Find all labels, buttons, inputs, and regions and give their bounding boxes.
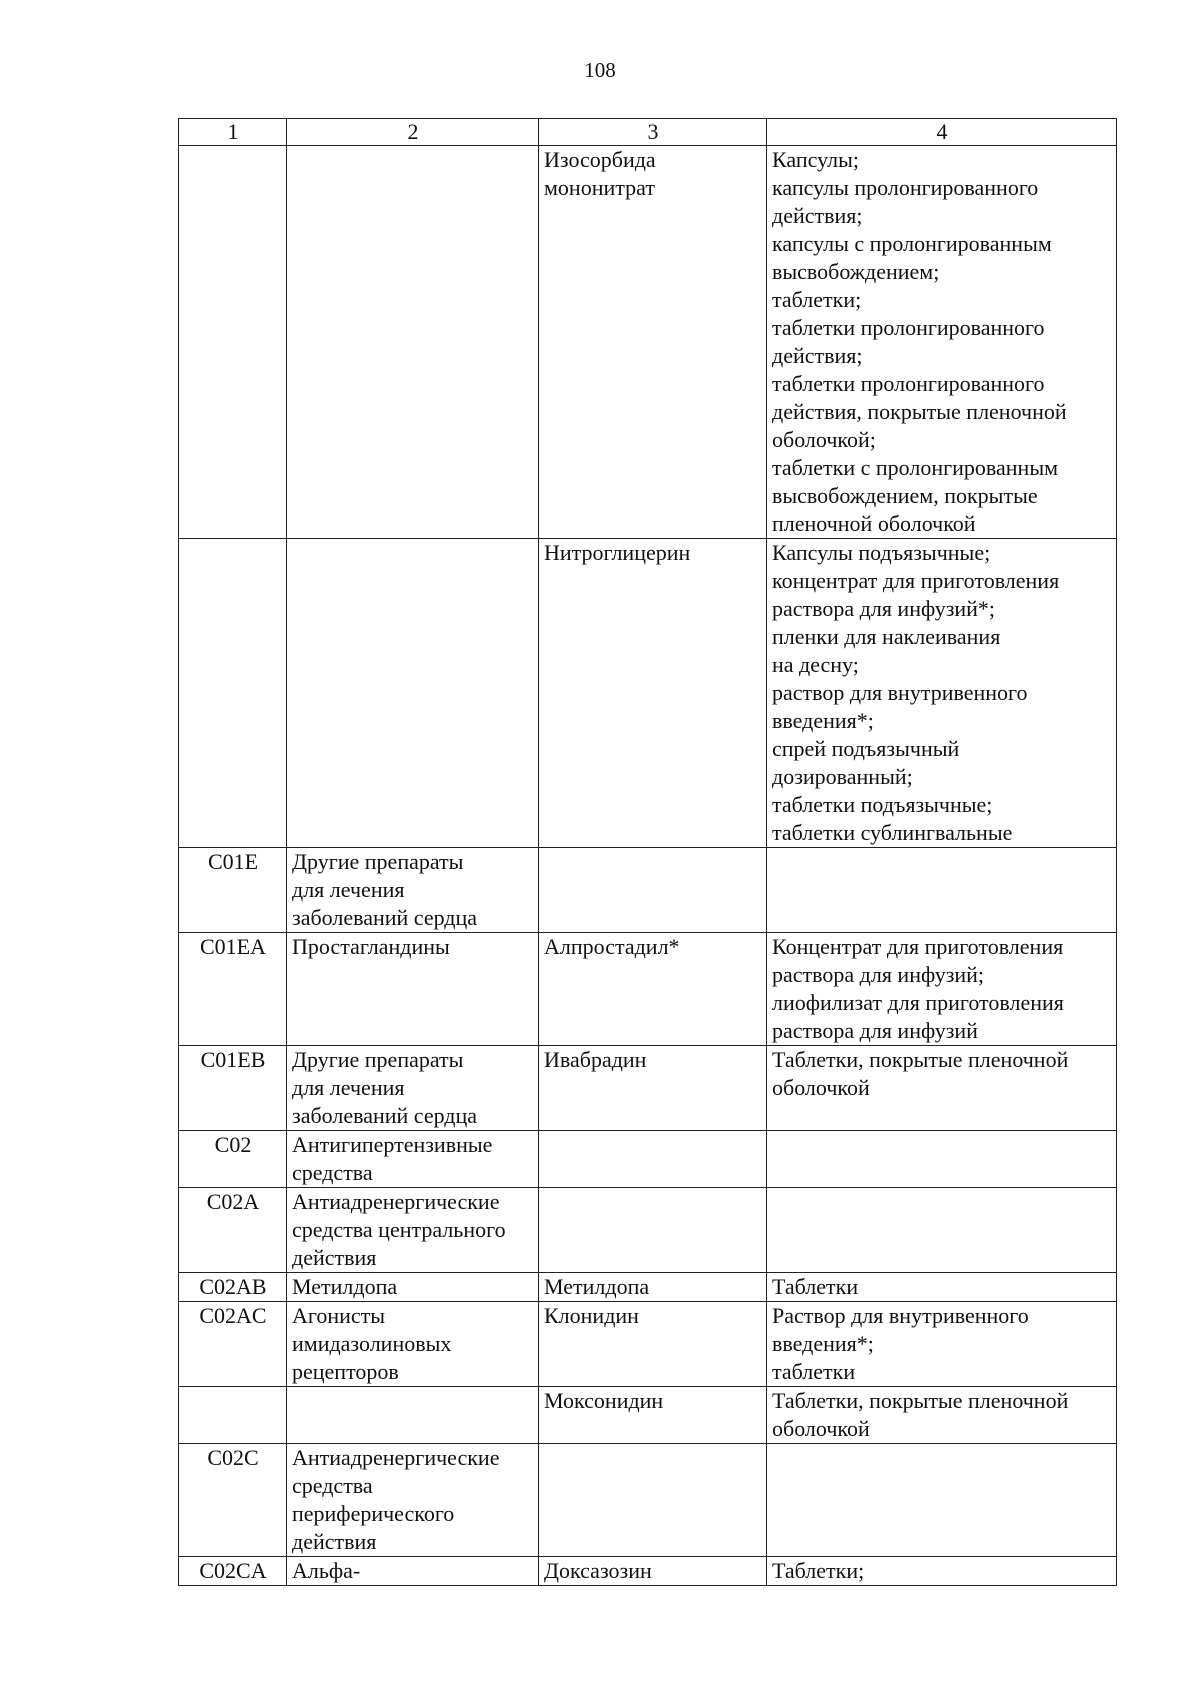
forms-cell-line: Таблетки; (772, 1558, 865, 1583)
header-col-2: 2 (287, 119, 539, 146)
group-cell (287, 1131, 539, 1188)
drug-cell-line: Изосорбида (544, 147, 656, 172)
forms-cell-line: действия; (772, 343, 863, 368)
forms-cell-line: высвобождением, покрытые (772, 483, 1038, 508)
forms-cell-line: таблетки сублингвальные (772, 820, 1013, 845)
forms-cell-line: таблетки с пролонгированным (772, 455, 1059, 480)
group-cell-line: Другие препараты (292, 1047, 464, 1072)
forms-cell-line: Таблетки, покрытые пленочной (772, 1047, 1069, 1072)
forms-cell-line: действия, покрытые пленочной (772, 399, 1067, 424)
group-cell-line: Простагландины (292, 934, 450, 959)
forms-cell-line: таблетки; (772, 287, 862, 312)
table-row (179, 933, 1117, 1046)
forms-cell (767, 1302, 1117, 1387)
group-cell (287, 1188, 539, 1273)
forms-cell-line: раствора для инфузий*; (772, 596, 996, 621)
forms-cell-line: Таблетки (772, 1274, 859, 1299)
table-row (179, 1444, 1117, 1557)
drug-table (178, 118, 1117, 1586)
forms-cell-line: Таблетки, покрытые пленочной (772, 1388, 1069, 1413)
forms-cell-line: на десну; (772, 652, 859, 677)
table-row (179, 539, 1117, 848)
group-cell-line: Антиадренергические (292, 1189, 500, 1214)
drug-cell (539, 848, 767, 933)
drug-cell-line: Доксазозин (544, 1558, 652, 1583)
forms-cell-line: высвобождением; (772, 259, 940, 284)
forms-cell-line: капсулы с пролонгированным (772, 231, 1052, 256)
group-cell (287, 1046, 539, 1131)
forms-cell (767, 1387, 1117, 1444)
forms-cell-line: раствора для инфузий; (772, 962, 985, 987)
atc-code-cell: C02 (179, 1131, 287, 1188)
forms-cell-line: действия; (772, 203, 863, 228)
forms-cell-line: оболочкой (772, 1075, 870, 1100)
group-cell-line: заболеваний сердца (292, 905, 478, 930)
atc-code-cell: C02AC (179, 1302, 287, 1387)
forms-cell (767, 1046, 1117, 1131)
forms-cell (767, 1131, 1117, 1188)
forms-cell-line: введения*; (772, 708, 874, 733)
forms-cell-line: оболочкой (772, 1416, 870, 1441)
drug-cell (539, 1273, 767, 1302)
drug-cell (539, 1046, 767, 1131)
forms-cell (767, 848, 1117, 933)
forms-cell-line: раствор для внутривенного (772, 680, 1028, 705)
forms-cell-line: пленочной оболочкой (772, 511, 976, 536)
drug-cell-line: Метилдопа (544, 1274, 650, 1299)
group-cell-line: для лечения (292, 1075, 405, 1100)
atc-code-cell (179, 1387, 287, 1444)
drug-cell-line: мононитрат (544, 175, 655, 200)
table-row (179, 1273, 1117, 1302)
atc-code-cell: C01EB (179, 1046, 287, 1131)
drug-cell (539, 146, 767, 539)
group-cell-line: действия (292, 1245, 377, 1270)
group-cell (287, 146, 539, 539)
drug-cell-line: Алпростадил* (544, 934, 680, 959)
forms-cell-line: Концентрат для приготовления (772, 934, 1064, 959)
group-cell-line: для лечения (292, 877, 405, 902)
forms-cell-line: дозированный; (772, 764, 913, 789)
forms-cell (767, 1444, 1117, 1557)
header-col-3: 3 (539, 119, 767, 146)
atc-code-cell: C01E (179, 848, 287, 933)
drug-cell (539, 1131, 767, 1188)
atc-code-cell (179, 146, 287, 539)
group-cell (287, 1302, 539, 1387)
forms-cell-line: таблетки подъязычные; (772, 792, 993, 817)
forms-cell-line: таблетки пролонгированного (772, 371, 1045, 396)
drug-cell-line: Ивабрадин (544, 1047, 647, 1072)
drug-cell (539, 1188, 767, 1273)
forms-cell-line: пленки для наклеивания (772, 624, 1001, 649)
group-cell-line: средства (292, 1160, 373, 1185)
table-row (179, 1046, 1117, 1131)
forms-cell-line: капсулы пролонгированного (772, 175, 1039, 200)
header-col-1: 1 (179, 119, 287, 146)
header-row (179, 119, 1117, 146)
forms-cell-line: раствора для инфузий (772, 1018, 978, 1043)
forms-cell-line: оболочкой; (772, 427, 876, 452)
forms-cell-line: таблетки пролонгированного (772, 315, 1045, 340)
forms-cell (767, 933, 1117, 1046)
header-col-4: 4 (767, 119, 1117, 146)
group-cell-line: Другие препараты (292, 849, 464, 874)
table-row (179, 1131, 1117, 1188)
forms-cell-line: Капсулы подъязычные; (772, 540, 991, 565)
group-cell-line: средства центрального (292, 1217, 506, 1242)
drug-cell-line: Нитроглицерин (544, 540, 691, 565)
page-number: 108 (584, 58, 616, 82)
table-row (179, 848, 1117, 933)
drug-cell-line: Моксонидин (544, 1388, 664, 1413)
drug-cell (539, 1387, 767, 1444)
drug-cell-line: Клонидин (544, 1303, 639, 1328)
group-cell-line: Антиадренергические (292, 1445, 500, 1470)
group-cell (287, 1387, 539, 1444)
forms-cell-line: таблетки (772, 1359, 856, 1384)
atc-code-cell: C02C (179, 1444, 287, 1557)
group-cell-line: периферического (292, 1501, 455, 1526)
table-row (179, 146, 1117, 539)
atc-code-cell: C02CA (179, 1557, 287, 1586)
forms-cell-line: спрей подъязычный (772, 736, 960, 761)
group-cell (287, 848, 539, 933)
group-cell (287, 1557, 539, 1586)
table-row (179, 1302, 1117, 1387)
group-cell (287, 1444, 539, 1557)
forms-cell-line: лиофилизат для приготовления (772, 990, 1064, 1015)
drug-cell (539, 933, 767, 1046)
group-cell (287, 1273, 539, 1302)
atc-code-cell (179, 539, 287, 848)
group-cell-line: Агонисты (292, 1303, 386, 1328)
group-cell-line: Альфа- (292, 1558, 361, 1583)
group-cell-line: имидазолиновых (292, 1331, 452, 1356)
group-cell-line: заболеваний сердца (292, 1103, 478, 1128)
forms-cell-line: введения*; (772, 1331, 874, 1356)
group-cell (287, 539, 539, 848)
group-cell (287, 933, 539, 1046)
atc-code-cell: C01EA (179, 933, 287, 1046)
forms-cell-line: Раствор для внутривенного (772, 1303, 1029, 1328)
group-cell-line: средства (292, 1473, 373, 1498)
forms-cell-line: Капсулы; (772, 147, 860, 172)
drug-cell (539, 1557, 767, 1586)
group-cell-line: Антигипертензивные (292, 1132, 493, 1157)
drug-cell (539, 1302, 767, 1387)
drug-cell (539, 1444, 767, 1557)
atc-code-cell: C02AB (179, 1273, 287, 1302)
atc-code-cell: C02A (179, 1188, 287, 1273)
forms-cell (767, 539, 1117, 848)
table-row (179, 1387, 1117, 1444)
forms-cell (767, 1557, 1117, 1586)
group-cell-line: рецепторов (292, 1359, 399, 1384)
table-row (179, 1188, 1117, 1273)
forms-cell (767, 1273, 1117, 1302)
table-body (179, 119, 1117, 1586)
group-cell-line: Метилдопа (292, 1274, 398, 1299)
group-cell-line: действия (292, 1529, 377, 1554)
drug-cell (539, 539, 767, 848)
forms-cell (767, 146, 1117, 539)
table-row (179, 1557, 1117, 1586)
forms-cell (767, 1188, 1117, 1273)
forms-cell-line: концентрат для приготовления (772, 568, 1060, 593)
